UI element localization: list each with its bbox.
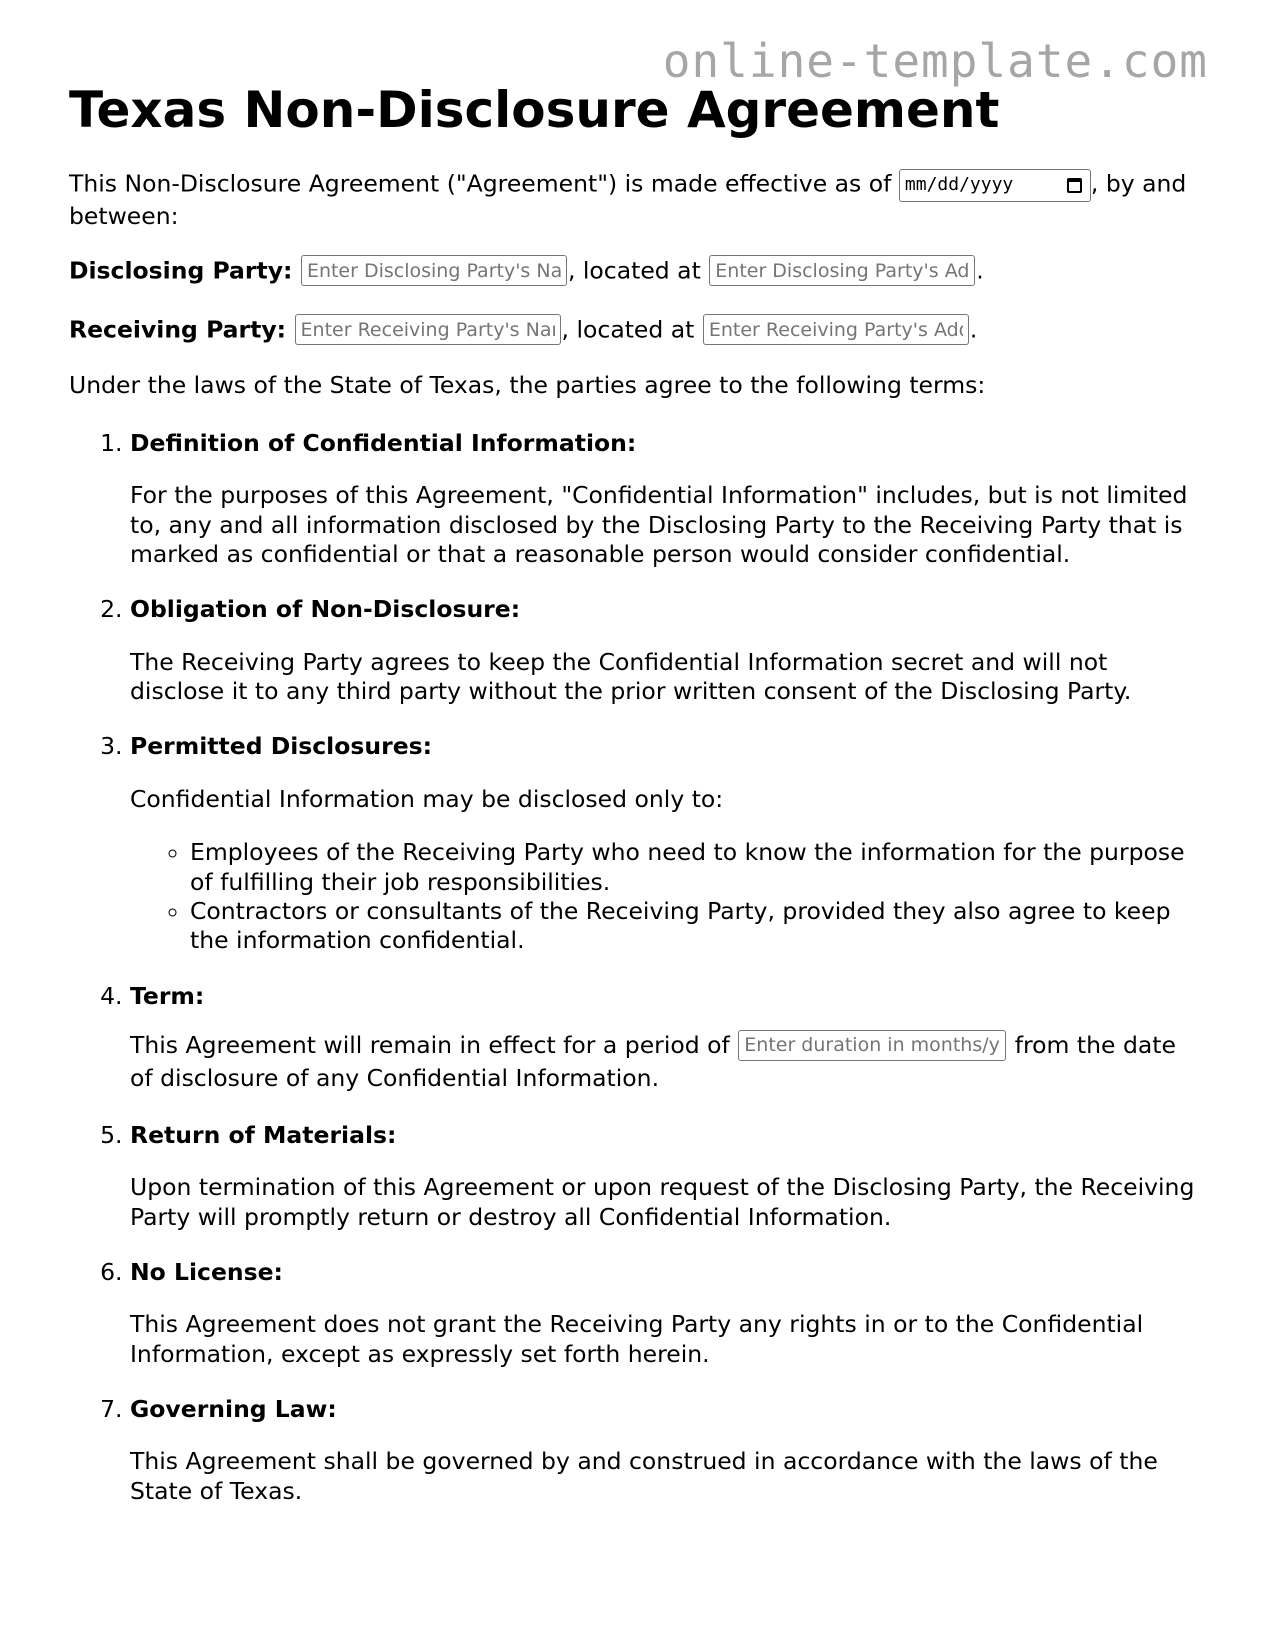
disclosing-party-address-input[interactable] — [709, 255, 975, 286]
term-body: Upon termination of this Agreement or upon request of the Disclosing Party, the Receiving Party will promptly return or destroy all Confidential Information. — [130, 1173, 1195, 1231]
duration-input[interactable] — [738, 1030, 1006, 1061]
disclosing-located-text: , located at — [567, 256, 701, 285]
list-item: ◦ Employees of the Receiving Party who need to know the information for the purpose of fulfilling their job responsibilities. — [190, 838, 1199, 897]
permitted-list — [130, 838, 1199, 956]
term-item — [130, 982, 1199, 1095]
list-item: ◦ Contractors or consultants of the Receiving Party, provided they also agree to keep the information confidential. — [190, 897, 1199, 956]
term-title: 5. Return of Materials: — [130, 1120, 397, 1149]
receiving-party-name-input[interactable] — [295, 314, 561, 345]
term-body: For the purposes of this Agreement, "Confidential Information" includes, but is not limited to, any and all information disclosed by the Disclosing Party to the Receiving Party that is marked as confidential or that a reasonable person would consider confidential. — [130, 481, 1188, 568]
term-body: This Agreement shall be governed by and construed in accordance with the laws of the State of Texas. — [130, 1447, 1158, 1505]
term-item — [130, 732, 1199, 955]
disclosing-end: . — [976, 256, 984, 285]
receiving-end: . — [969, 315, 978, 344]
term-text-end: from the date of disclosure of any Confidential Information. — [130, 1031, 1176, 1092]
receiving-located-text: , located at — [561, 315, 695, 344]
term-body: The Receiving Party agrees to keep the Confidential Information secret and will not disclose it to any third party without the prior written consent of the Disclosing Party. — [130, 647, 1132, 705]
disclosing-party-name-input[interactable] — [301, 255, 567, 286]
receiving-party-label: Receiving Party: — [69, 315, 287, 344]
date-placeholder: mm/dd/yyyy — [904, 174, 1014, 196]
intro-text: This Non-Disclosure Agreement ("Agreement") is made effective as of — [69, 169, 892, 198]
terms-list — [69, 429, 1199, 1506]
term-item — [130, 595, 1199, 706]
watermark: online-template.com — [662, 34, 1208, 88]
disclosing-party-line — [69, 255, 1199, 286]
receiving-party-line — [69, 314, 1199, 345]
disclosing-party-label: Disclosing Party: — [69, 256, 293, 285]
term-item — [130, 429, 1199, 570]
term-body: Confidential Information may be disclosed only to: — [130, 784, 724, 813]
page-title: Texas Non-Disclosure Agreement — [69, 81, 1000, 139]
agreement-document — [69, 80, 1199, 1506]
term-item — [130, 1395, 1199, 1506]
term-title: 3. Permitted Disclosures: — [130, 732, 433, 761]
calendar-icon[interactable] — [1067, 178, 1082, 193]
term-title: 7. Governing Law: — [130, 1395, 337, 1424]
intro-text-end: , by and between: — [69, 169, 1187, 230]
term-body — [130, 1029, 1199, 1095]
term-title: 6. No License: — [130, 1257, 283, 1286]
term-item — [130, 1258, 1199, 1369]
intro-paragraph — [69, 169, 1199, 231]
term-title: 2. Obligation of Non-Disclosure: — [130, 595, 521, 624]
term-title: 4. Term: — [130, 981, 205, 1010]
receiving-party-address-input[interactable] — [703, 314, 969, 345]
effective-date-input[interactable] — [899, 169, 1091, 202]
term-item — [130, 1121, 1199, 1232]
terms-lead: Under the laws of the State of Texas, the parties agree to the following terms: — [69, 371, 986, 400]
term-text: This Agreement will remain in effect for a period of — [130, 1031, 730, 1059]
term-title: 1. Definition of Confidential Information: — [130, 428, 637, 457]
term-body: This Agreement does not grant the Receiving Party any rights in or to the Confidential Information, except as expressly set forth herein. — [130, 1310, 1144, 1368]
